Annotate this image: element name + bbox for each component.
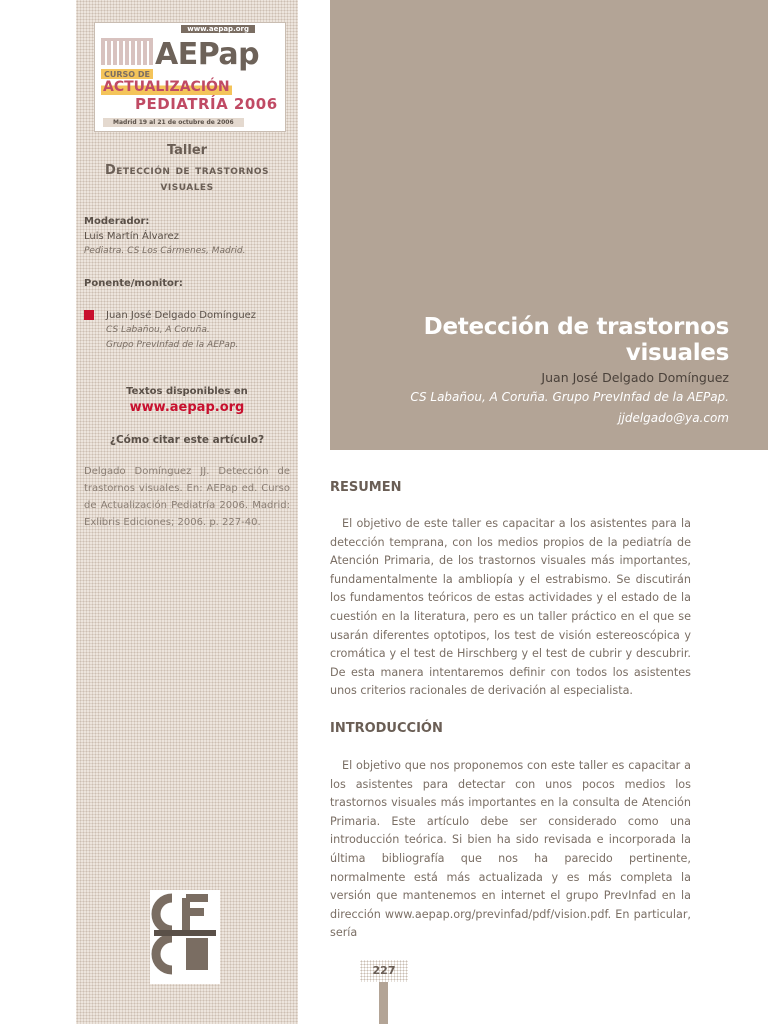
taller-title (76, 162, 298, 194)
cfc-accreditation-logo (150, 890, 220, 984)
aepap-link[interactable]: www.aepap.org (129, 400, 245, 415)
citar-label: ¿Cómo citar este artículo? (109, 434, 265, 446)
red-square-bullet-icon (84, 310, 94, 320)
ponente-name: Juan José Delgado Domínguez (106, 310, 257, 321)
ponente-label-text: Ponente/monitor: (84, 278, 183, 289)
taller-title-line1: Detección de trastornos (104, 163, 270, 178)
citation-text: Delgado Domínguez JJ. Detección de trastornos visuales. En: AEPap ed. Curso de Actualización Pediatría 2006. Madrid: Exlibris Ediciones; 2006. p. 227-40. (84, 466, 290, 528)
ponente-affiliation-1: CS Labañou, A Coruña. (106, 325, 210, 335)
aepap-course-logo (94, 22, 286, 132)
page-bar (379, 982, 388, 1024)
article-title: Detección de trastornos visuales (423, 314, 729, 366)
textos-label: Textos disponibles en (126, 386, 248, 397)
moderador-label: Moderador: (84, 216, 150, 227)
ponente-block (106, 308, 292, 353)
resumen-heading: RESUMEN (330, 480, 402, 495)
author-email[interactable]: jjdelgado@ya.com (618, 411, 729, 425)
logo-actualizacion: ACTUALIZACIÓN (103, 79, 230, 95)
resumen-text: El objetivo de este taller es capacitar a los asistentes para la detección temprana, con los medios propios de la pediatría de Atención Primaria, de los trastornos visuales más importantes, fundamentalmente la ambliopía y el estrabismo. Se discutirán los fundamentos teóricos de estas actividades y el estado de la cuestión en la literatura, pero es un taller práctico en el que se usarán diferentes optotipos, los test de visión estereoscópica y cromática y el test de Hirschberg y el test de cubrir y descubrir. De esta manera intentaremos definir con todos los asistentes unos criterios racionales de derivación al especialista. (330, 517, 691, 698)
taller-title-line2: visuales (160, 179, 214, 194)
logo-pediatria: PEDIATRÍA 2006 (135, 95, 278, 113)
page-number: 227 (360, 960, 408, 982)
moderador-name: Luis Martín Álvarez (84, 231, 179, 242)
logo-brand: AEPap (155, 37, 260, 72)
author-affiliation: CS Labañou, A Coruña. Grupo PrevInfad de la AEPap. (410, 390, 729, 404)
taller-label: Taller (166, 143, 208, 158)
moderador-block (84, 214, 290, 259)
logo-dates: Madrid 19 al 21 de octubre de 2006 (103, 118, 244, 127)
moderador-affiliation: Pediatra. CS Los Cármenes, Madrid. (84, 246, 246, 256)
introduccion-text: El objetivo que nos proponemos con este taller es capacitar a los asistentes para detectar con unos pocos medios los trastornos visuales más importantes en la consulta de Atención Primaria. Este artículo debe ser considerado como una introducción teórica. Si bien ha sido revisada e incorporada la última bibliografía que nos ha parecido pertinente, normalmente está más actualizada y es más completa la versión que mantenemos en internet el grupo PrevInfad en la dirección www.aepap.org/previnfad/pdf/vision.pdf. En particular, sería (330, 759, 691, 940)
logo-curso: CURSO DE (101, 69, 153, 80)
author-name: Juan José Delgado Domínguez (541, 370, 729, 385)
logo-url: www.aepap.org (181, 25, 255, 33)
building-icon (101, 38, 153, 65)
ponente-label (84, 276, 290, 291)
ponente-affiliation-2: Grupo PrevInfad de la AEPap. (106, 340, 239, 350)
introduccion-heading: INTRODUCCIÓN (330, 721, 443, 736)
